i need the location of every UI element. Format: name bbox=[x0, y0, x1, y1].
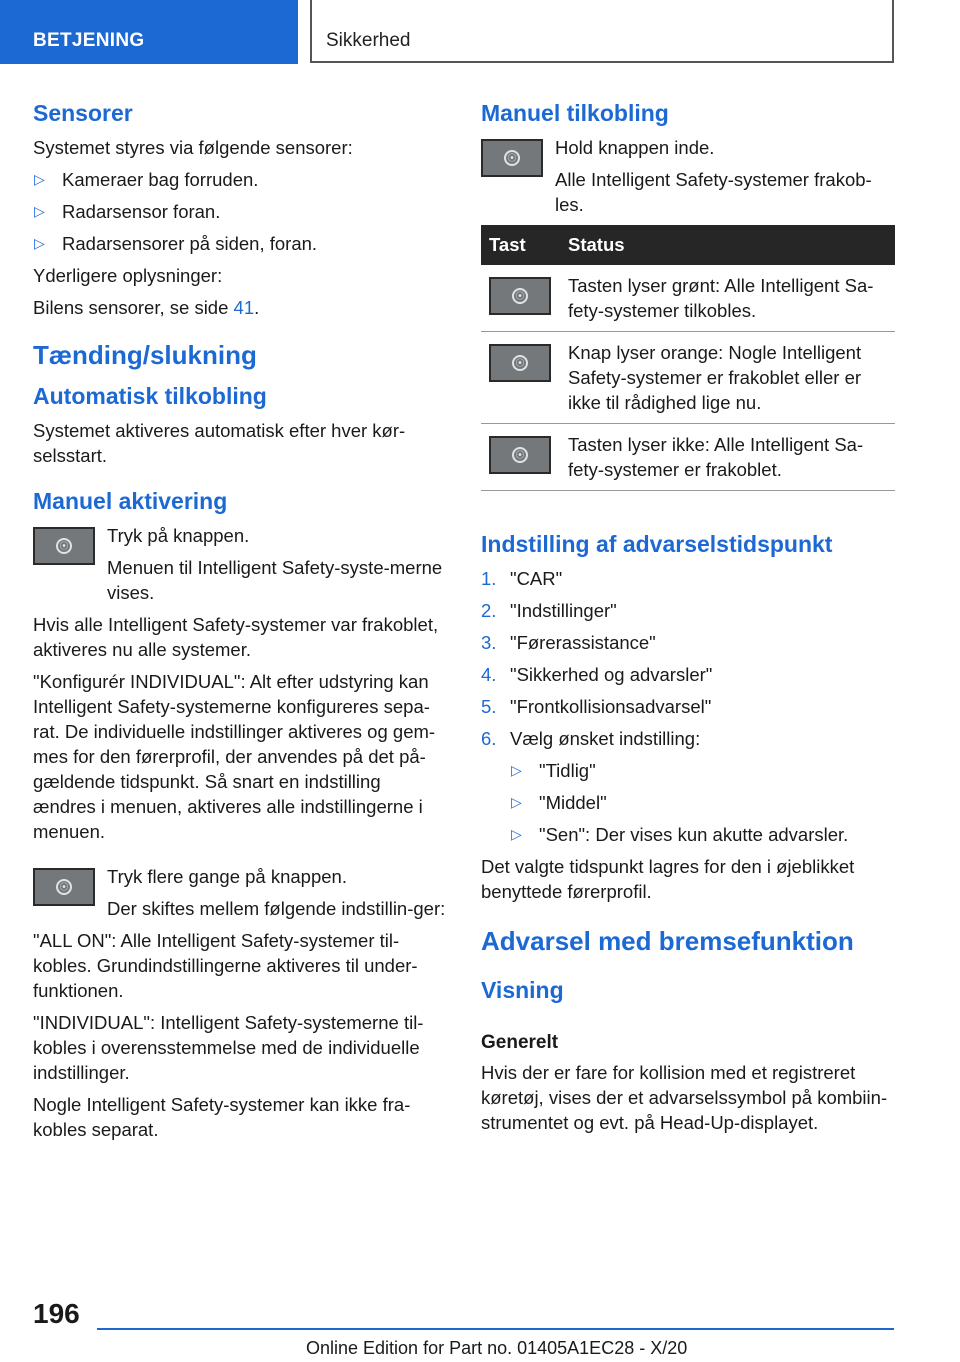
triangle-bullet-icon: ▷ bbox=[34, 171, 45, 187]
reference-text: Bilens sensorer, se side bbox=[33, 297, 229, 318]
allon-text: "ALL ON": Alle Intelligent Safety-systemer til-kobles. Grundindstillingerne aktiveres til under-funktionen. bbox=[33, 930, 418, 1001]
step-text: "Sikkerhed og advarsler" bbox=[510, 664, 713, 685]
left-column bbox=[33, 100, 448, 1149]
manuel-step-block bbox=[33, 523, 448, 605]
intelligent-safety-button-icon: ⦿ bbox=[33, 527, 95, 565]
table-row bbox=[481, 332, 895, 424]
step-number: 2. bbox=[481, 600, 497, 621]
right-column bbox=[481, 100, 895, 1142]
advarsel-tidspunkt-heading: Indstilling af advarselstidspunkt bbox=[481, 531, 833, 557]
manuel-heading: Manuel aktivering bbox=[33, 488, 228, 514]
tilkobling-heading: Manuel tilkobling bbox=[481, 100, 669, 126]
more-info-text: Yderligere oplysninger: bbox=[33, 265, 223, 286]
flere-step-1: Tryk flere gange på knappen. bbox=[107, 866, 347, 887]
visning-heading: Visning bbox=[481, 977, 564, 1003]
intelligent-safety-button-icon: ⦿ bbox=[33, 868, 95, 906]
list-item bbox=[481, 662, 895, 687]
option-item bbox=[481, 758, 895, 783]
step-text: "CAR" bbox=[510, 568, 563, 589]
intelligent-safety-button-icon: ⦿ bbox=[489, 277, 551, 315]
table-cell-status: Knap lyser orange: Nogle Intelligent Safety-systemer er frakoblet eller er ikke til rådighed lige nu. bbox=[560, 332, 895, 424]
footer-edition: Online Edition for Part no. 01405A1EC28 - X/20 bbox=[306, 1338, 688, 1358]
list-item bbox=[481, 694, 895, 719]
nogle-text: Nogle Intelligent Safety-systemer kan ikke fra-kobles separat. bbox=[33, 1094, 411, 1140]
header-chapter-label: Sikkerhed bbox=[326, 30, 411, 51]
table-row bbox=[481, 265, 895, 332]
step-number: 5. bbox=[481, 696, 497, 717]
hold-result: Alle Intelligent Safety-systemer frakob-les. bbox=[555, 169, 872, 215]
table-header-status: Status bbox=[560, 225, 895, 265]
header-section-label: BETJENING bbox=[33, 30, 145, 51]
reference-end: . bbox=[254, 297, 260, 318]
generelt-heading: Generelt bbox=[481, 1032, 559, 1053]
intelligent-safety-button-icon: ⦿ bbox=[489, 436, 551, 474]
page-number: 196 bbox=[33, 1298, 80, 1329]
step-text: Vælg ønsket indstilling: bbox=[510, 728, 701, 749]
step-text: "Indstillinger" bbox=[510, 600, 617, 621]
list-item bbox=[481, 726, 895, 751]
sensor-item-text: Radarsensorer på siden, foran. bbox=[62, 233, 318, 254]
table-header-tast: Tast bbox=[481, 225, 560, 265]
triangle-bullet-icon: ▷ bbox=[511, 794, 522, 810]
taending-heading: Tænding/slukning bbox=[33, 340, 257, 370]
step-number: 1. bbox=[481, 568, 497, 589]
option-text: "Tidlig" bbox=[539, 760, 596, 781]
triangle-bullet-icon: ▷ bbox=[511, 826, 522, 842]
step-number: 6. bbox=[481, 728, 497, 749]
saved-text: Det valgte tidspunkt lagres for den i øjeblikket benyttede førerprofil. bbox=[481, 856, 855, 902]
table-cell-key bbox=[481, 265, 560, 332]
option-text: "Sen": Der vises kun akutte advarsler. bbox=[539, 824, 849, 845]
status-table bbox=[481, 225, 895, 491]
option-text: "Middel" bbox=[539, 792, 607, 813]
step-number: 3. bbox=[481, 632, 497, 653]
auto-heading: Automatisk tilkobling bbox=[33, 383, 267, 409]
triangle-bullet-icon: ▷ bbox=[511, 762, 522, 778]
sensor-item bbox=[33, 199, 448, 224]
manuel-paragraph-1: Hvis alle Intelligent Safety-systemer var frakoblet, aktiveres nu alle systemer. bbox=[33, 614, 439, 660]
option-item bbox=[481, 822, 895, 847]
individual-text: "INDIVIDUAL": Intelligent Safety-systemerne til-kobles i overensstemmelse med de individuelle indstillinger. bbox=[33, 1012, 424, 1083]
triangle-bullet-icon: ▷ bbox=[34, 235, 45, 251]
auto-text: Systemet aktiveres automatisk efter hver kør-selsstart. bbox=[33, 420, 406, 466]
sensor-reference bbox=[33, 295, 448, 320]
sensorer-intro: Systemet styres via følgende sensorer: bbox=[33, 137, 353, 158]
bremsefunktion-heading: Advarsel med bremsefunktion bbox=[481, 926, 854, 956]
intelligent-safety-button-icon: ⦿ bbox=[481, 139, 543, 177]
manuel-step-1: Tryk på knappen. bbox=[107, 525, 250, 546]
table-cell-key bbox=[481, 332, 560, 424]
generelt-text: Hvis der er fare for kollision med et registreret køretøj, vises der et advarselssymbol på kombiin-strumentet og evt. på Head-Up-displayet. bbox=[481, 1062, 888, 1133]
sensor-item bbox=[33, 231, 448, 256]
header-chapter-tab bbox=[310, 0, 894, 63]
sensor-item-text: Kameraer bag forruden. bbox=[62, 169, 259, 190]
hold-step: Hold knappen inde. bbox=[555, 137, 715, 158]
page-link[interactable]: 41 bbox=[233, 297, 255, 318]
sensor-item-text: Radarsensor foran. bbox=[62, 201, 221, 222]
intelligent-safety-button-icon: ⦿ bbox=[489, 344, 551, 382]
flere-step-2: Der skiftes mellem følgende indstillin-ger: bbox=[107, 898, 446, 919]
list-item bbox=[481, 630, 895, 655]
sensor-item bbox=[33, 167, 448, 192]
step-text: "Frontkollisionsadvarsel" bbox=[510, 696, 712, 717]
step-text: "Førerassistance" bbox=[510, 632, 656, 653]
flere-step-block bbox=[33, 864, 448, 921]
sensorer-heading: Sensorer bbox=[33, 100, 133, 126]
hold-step-block bbox=[481, 135, 895, 217]
step-number: 4. bbox=[481, 664, 497, 685]
header-section-tab bbox=[0, 0, 298, 64]
footer-divider bbox=[97, 1328, 894, 1330]
list-item bbox=[481, 566, 895, 591]
table-header-row bbox=[481, 225, 895, 265]
table-cell-key bbox=[481, 424, 560, 491]
table-row bbox=[481, 424, 895, 491]
option-item bbox=[481, 790, 895, 815]
list-item bbox=[481, 598, 895, 623]
manuel-step-2: Menuen til Intelligent Safety-syste-merne vises. bbox=[107, 557, 443, 603]
table-cell-status: Tasten lyser ikke: Alle Intelligent Sa-fety-systemer er frakoblet. bbox=[560, 424, 895, 491]
triangle-bullet-icon: ▷ bbox=[34, 203, 45, 219]
manuel-paragraph-2: "Konfigurér INDIVIDUAL": Alt efter udstyring kan Intelligent Safety-systemerne konfigureres sepa-rat. De individuelle indstillinger aktiveres og gem-mes for den førerprofil, der anvendes på det på-gældende tidspunkt. Så snart en indstilling ændres i menuen, aktiveres alle indstillingerne i menuen. bbox=[33, 671, 436, 842]
table-cell-status: Tasten lyser grønt: Alle Intelligent Sa-fety-systemer tilkobles. bbox=[560, 265, 895, 332]
